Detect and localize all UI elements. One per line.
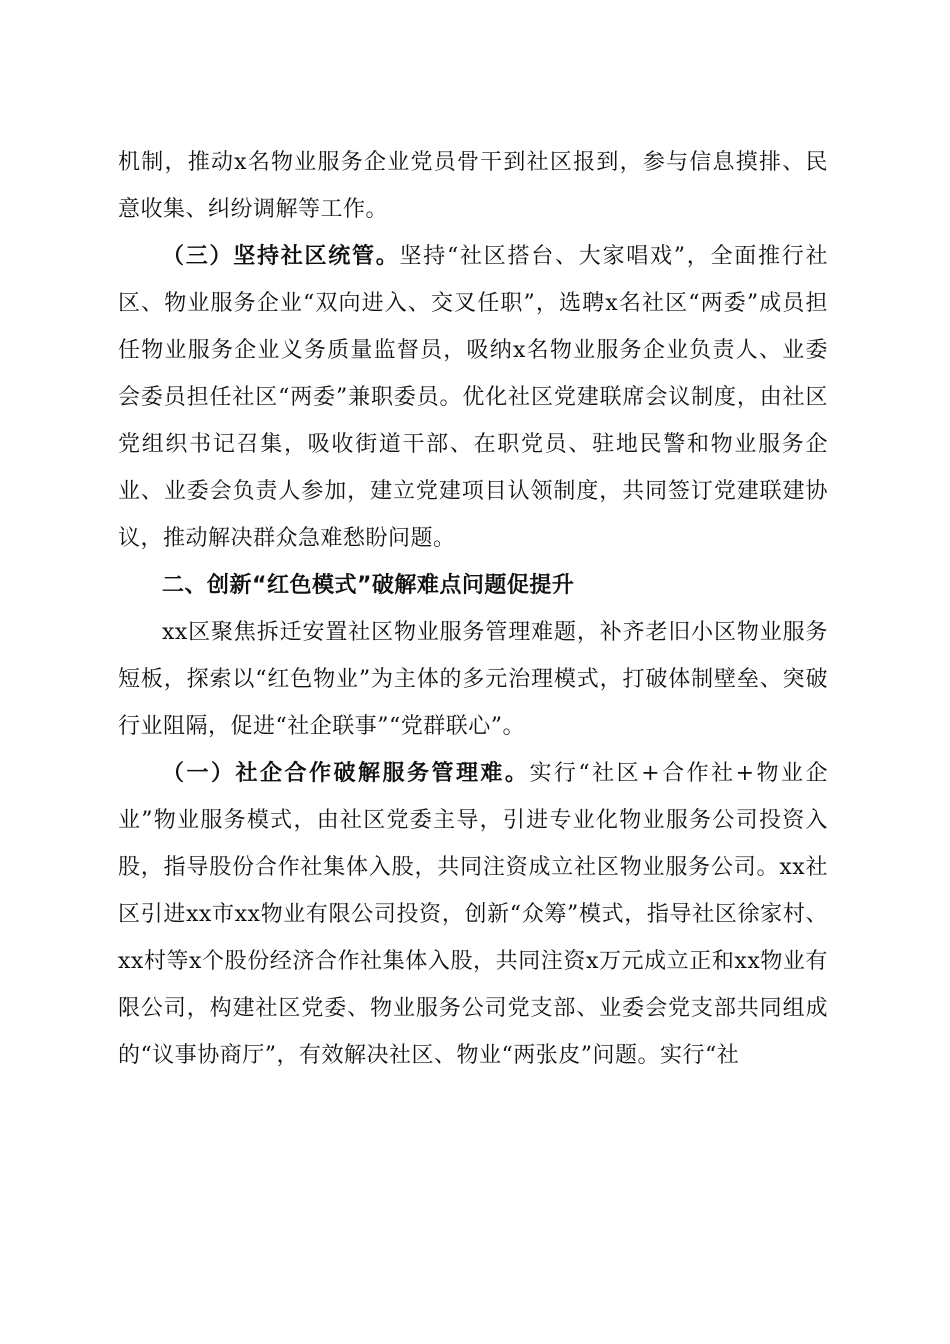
paragraph-text: 坚持“社区搭台、大家唱戏”，全面推行社区、物业服务企业“双向进入、交叉任职”，选聘x名社区“两委”成员担任物业服务企业义务质量监督员，吸纳x名物业服务企业负责人、业委会委员担任社区“两委”兼职委员。优化社区党建联席会议制度，由社区党组织书记召集，吸收街道干部、在职党员、驻地民警和物业服务企业、业委会负责人参加，建立党建项目认领制度，共同签订党建联建协议，推动解决群众急难愁盼问题。 xyxy=(118,244,828,551)
section-heading: 二、创新“红色模式”破解难点问题促提升 xyxy=(162,573,575,598)
paragraph-cooperation xyxy=(118,750,828,1079)
document-page xyxy=(118,139,828,1079)
paragraph-text: 机制，推动x名物业服务企业党员骨干到社区报到，参与信息摸排、民意收集、纠纷调解等工作。 xyxy=(118,150,828,222)
paragraph-intro xyxy=(118,609,828,750)
paragraph-community-management xyxy=(118,233,828,562)
paragraph-text: xx区聚焦拆迁安置社区物业服务管理难题，补齐老旧小区物业服务短板，探索以“红色物业”为主体的多元治理模式，打破体制壁垒、突破行业阻隔，促进“社企联事”“党群联心”。 xyxy=(118,620,828,739)
paragraph-lead: （一）社企合作破解服务管理难。 xyxy=(162,760,530,786)
paragraph-continuation xyxy=(118,139,828,233)
paragraph-lead: （三）坚持社区统管。 xyxy=(162,243,400,269)
paragraph-text: 实行“社区+合作社+物业企业”物业服务模式，由社区党委主导，引进专业化物业服务公司投资入股，指导股份合作社集体入股，共同注资成立社区物业服务公司。xx社区引进xx市xx物业有限公司投资，创新“众筹”模式，指导社区徐家村、xx村等x个股份经济合作社集体入股，共同注资x万元成立正和xx物业有限公司，构建社区党委、物业服务公司党支部、业委会党支部共同组成的“议事协商厅”，有效解决社区、物业“两张皮”问题。实行“社 xyxy=(118,761,828,1068)
